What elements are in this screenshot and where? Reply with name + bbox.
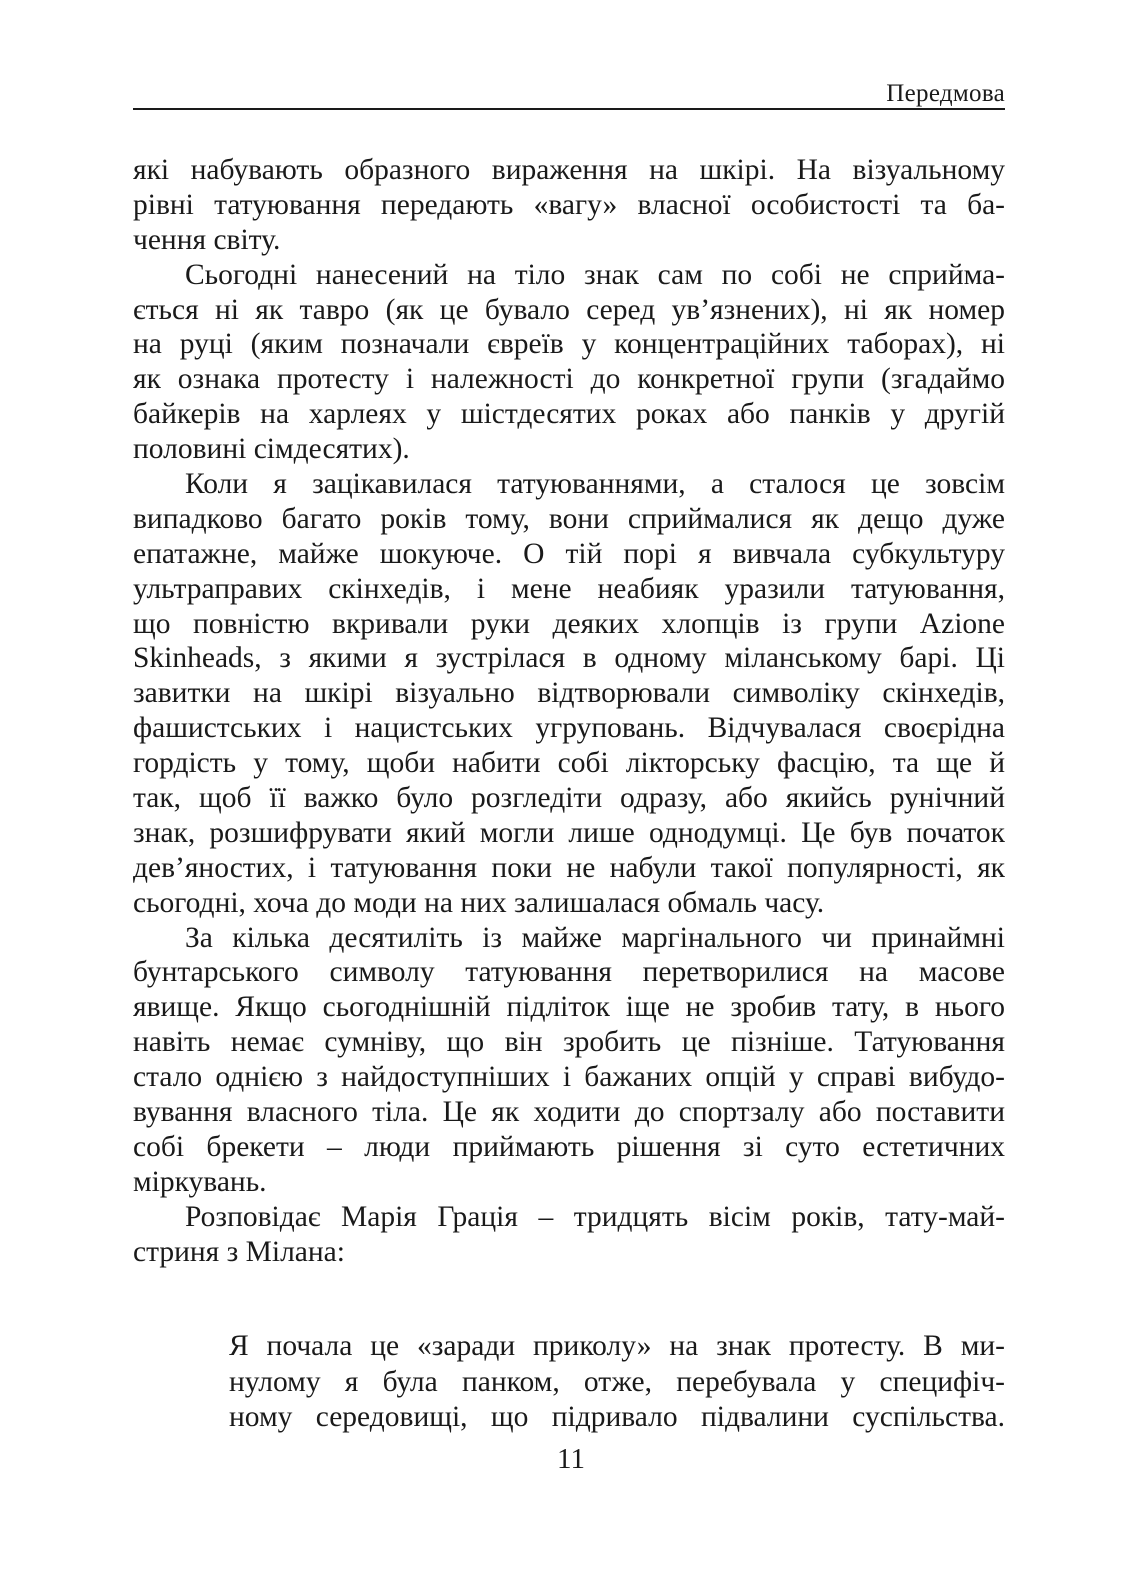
text-line: ється ні як тавро (як це бувало серед ув’язнених), ні як номер bbox=[133, 293, 1005, 326]
text-line: чення світу. bbox=[133, 223, 281, 256]
text-line: навіть немає сумніву, що він зробить це пізніше. Татуювання bbox=[133, 1026, 1005, 1059]
quote-line: ному середовищі, що підривало підвалини суспільства. bbox=[229, 1401, 1005, 1433]
running-header bbox=[133, 80, 1005, 110]
text-line: фашистських і нацистських угруповань. Відчувалася своєрідна bbox=[133, 712, 1005, 745]
text-line: міркувань. bbox=[133, 1165, 267, 1198]
text-line: рівні татуювання передають «вагу» власної особистості та ба- bbox=[133, 188, 1005, 221]
text-line: бунтарського символу татуювання перетворилися на масове bbox=[133, 956, 1005, 989]
text-line: сьогодні, хоча до моди на них залишалася обмаль часу. bbox=[133, 886, 825, 919]
text-line: стало однією з найдоступніших і бажаних опцій у справі вибудо- bbox=[133, 1061, 1005, 1094]
text-line: Сьогодні нанесений на тіло знак сам по собі не сприйма- bbox=[185, 258, 1005, 291]
text-line: Розповідає Марія Грація – тридцять вісім років, тату-май- bbox=[185, 1200, 1005, 1233]
body-text bbox=[133, 153, 1005, 1270]
text-line: знак, розшифрувати який могли лише однодумці. Це був початок bbox=[133, 816, 1005, 849]
text-line: завитки на шкірі візуально відтворювали символіку скінхедів, bbox=[133, 677, 1005, 710]
text-line: Skinheads, з якими я зустрілася в одному міланському барі. Ці bbox=[133, 642, 1005, 675]
text-line: вування власного тіла. Це як ходити до спортзалу або поставити bbox=[133, 1096, 1005, 1129]
text-line: Коли я зацікавилася татуюваннями, а сталося це зовсім bbox=[185, 468, 1005, 501]
text-line: собі брекети – люди приймають рішення зі суто естетичних bbox=[133, 1130, 1005, 1163]
text-line: стриня з Мілана: bbox=[133, 1235, 345, 1268]
page-number: 11 bbox=[557, 1443, 585, 1475]
text-line: як ознака протесту і належності до конкретної групи (згадаймо bbox=[133, 363, 1005, 396]
text-line: на руці (яким позначали євреїв у концентраційних таборах), ні bbox=[133, 328, 1005, 361]
text-line: так, щоб її важко було розгледіти одразу, або якийсь рунічний bbox=[133, 782, 1005, 815]
text-line: випадково багато років тому, вони сприймалися як дещо дуже bbox=[133, 502, 1005, 535]
text-line: За кілька десятиліть із майже маргінального чи принаймні bbox=[185, 921, 1005, 954]
text-line: дев’яностих, і татуювання поки не набули такої популярності, як bbox=[133, 851, 1005, 884]
running-header-title: Передмова bbox=[886, 80, 1005, 107]
text-line: що повністю вкривали руки деяких хлопців із групи Azione bbox=[133, 607, 1005, 640]
text-line: ультраправих скінхедів, і мене неабияк уразили татуювання, bbox=[133, 572, 1005, 605]
quote-line: Я почала це «заради приколу» на знак протесту. В ми- bbox=[229, 1330, 1005, 1362]
text-line: епатажне, майже шокуюче. О тій порі я вивчала субкультуру bbox=[133, 537, 1005, 570]
text-line: половині сімдесятих). bbox=[133, 433, 410, 466]
text-line: байкерів на харлеях у шістдесятих роках або панків у другій bbox=[133, 398, 1005, 431]
quote-line: нулому я була панком, отже, перебувала у специфіч- bbox=[229, 1365, 1005, 1398]
text-line: які набувають образного вираження на шкірі. На візуальному bbox=[133, 154, 1005, 186]
block-quote bbox=[229, 1329, 1005, 1436]
text-line: явище. Якщо сьогоднішній підліток іще не зробив тату, в нього bbox=[133, 991, 1005, 1024]
text-line: гордість у тому, щоби набити собі лікторську фасцію, та ще й bbox=[133, 747, 1005, 780]
